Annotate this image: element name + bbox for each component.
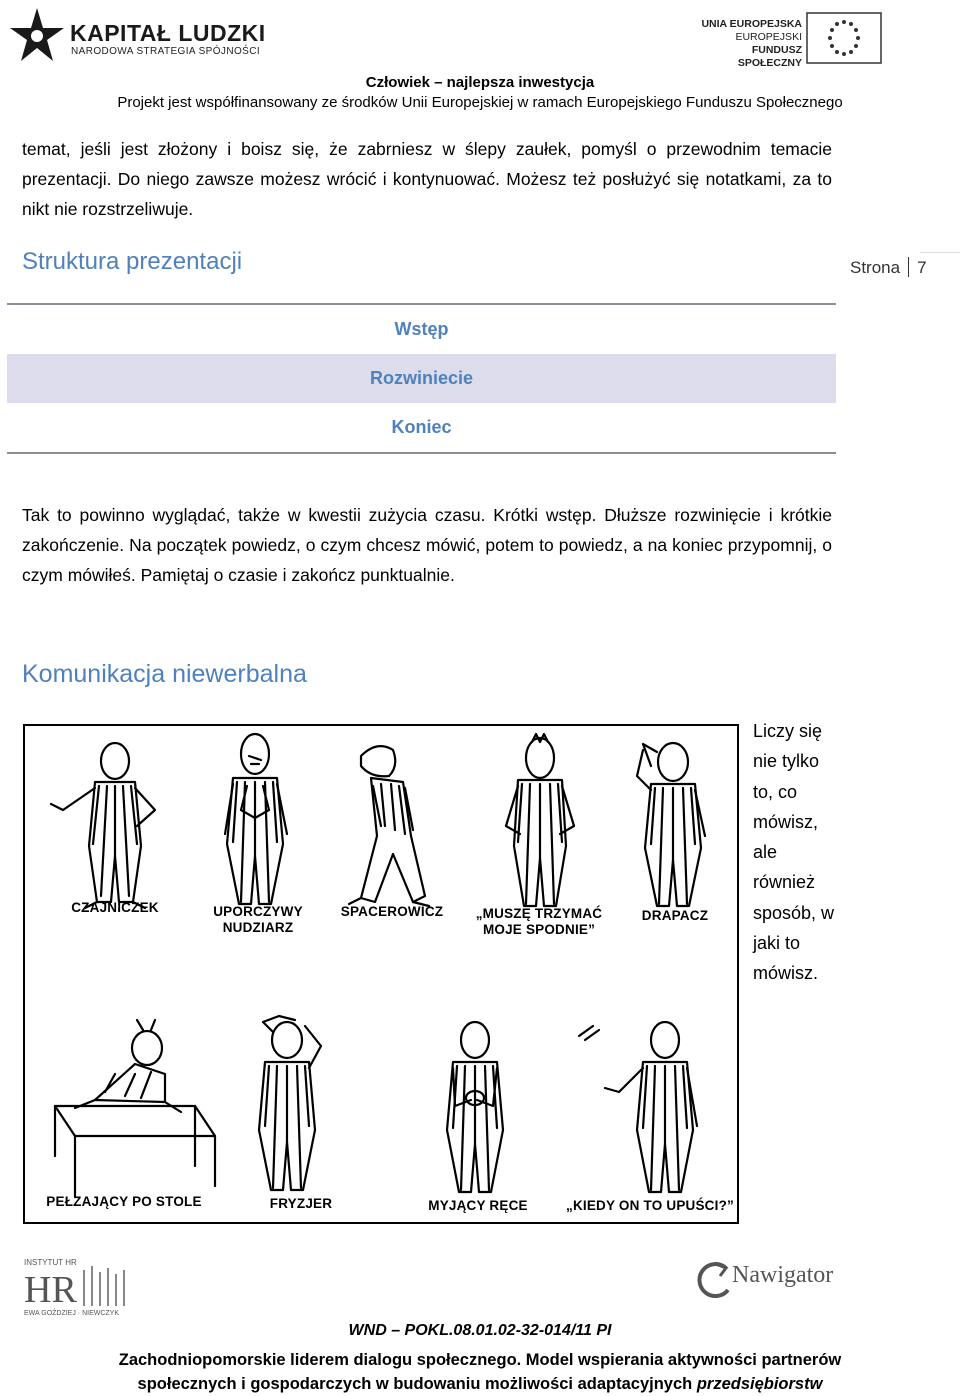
page-separator <box>908 257 909 277</box>
table-row-body: Rozwiniecie <box>7 354 836 403</box>
star-logo-icon <box>6 6 68 70</box>
page-number-rule <box>920 252 960 253</box>
caption-kiedy-upusci: „KIEDY ON TO UPUŚCI?” <box>566 1198 734 1213</box>
eu-line-2: EUROPEJSKI <box>735 31 802 43</box>
page-label: Strona <box>850 258 901 277</box>
page-number <box>850 257 927 278</box>
compass-icon <box>696 1260 732 1304</box>
caption-nudziarz: NUDZIARZ <box>222 920 294 935</box>
instytut-hr-logo <box>22 1258 132 1320</box>
hr-logo-sub: EWA GOŹDZIEJ · NIEWCZYK <box>24 1310 120 1317</box>
eu-flag-icon <box>806 12 882 64</box>
table-row-intro: Wstęp <box>394 319 449 339</box>
caption-fryzjer: FRYZJER <box>269 1196 333 1211</box>
caption-pelzajacy: PEŁZAJĄCY PO STOLE <box>46 1194 202 1209</box>
nawigator-logo <box>696 1258 834 1308</box>
caption-uporczywy: UPORCZYWY <box>213 904 303 919</box>
structure-paragraph: Tak to powinno wyglądać, także w kwestii zużycia czasu. Krótki wstęp. Dłuższe rozwinięcie i krótkie zakończenie. Na początek powiedz, o czym chcesz mówić, potem to powiedz, a na koniec przypomnij, o czym mówiłeś. Pamiętaj o czasie i zakończ punktualnie. <box>22 505 832 585</box>
hr-logo-text: INSTYTUT HR <box>24 1258 77 1267</box>
cartoon-panel <box>23 724 739 1224</box>
table-row-ending: Koniec <box>391 417 452 437</box>
section-title-nonverbal: Komunikacja niewerbalna <box>22 660 307 688</box>
kapital-ludzki-title: KAPITAŁ LUDZKI <box>70 20 266 46</box>
page-number-value: 7 <box>917 258 927 277</box>
caption-musze-trzymac: „MUSZĘ TRZYMAĆ <box>475 906 603 921</box>
eu-line-3: FUNDUSZ SPOŁECZNY <box>737 44 802 69</box>
section-title-structure: Struktura prezentacji <box>22 248 243 275</box>
kapital-ludzki-subtitle: NARODOWA STRATEGIA SPÓJNOŚCI <box>71 46 261 57</box>
svg-text:HR: HR <box>24 1269 77 1311</box>
project-statement: Projekt jest współfinansowany ze środków Unii Europejskiej w ramach Europejskiego Funduszu Społecznego <box>117 94 843 111</box>
side-note: Liczy się nie tylko to, co mówisz, ale również sposób, w jaki to mówisz. <box>753 721 835 984</box>
motto: Człowiek – najlepsza inwestycja <box>365 74 595 91</box>
footer-line-3 <box>0 1372 960 1396</box>
footer-project-title <box>0 1348 960 1396</box>
footer-line-2: Zachodniopomorskie liderem dialogu społecznego. Model wspierania aktywności partnerów <box>118 1351 842 1369</box>
structure-table <box>7 303 836 454</box>
eu-line-1: UNIA EUROPEJSKA <box>701 18 802 30</box>
caption-spacerowicz: SPACEROWICZ <box>340 904 444 919</box>
cartoon-figures-image <box>25 726 737 1222</box>
footer-code: WND – POKL.08.01.02-32-014/11 PI <box>348 1322 612 1339</box>
intro-paragraph: temat, jeśli jest złożony i boisz się, że zabrniesz w ślepy zaułek, pomyśl o przewodnim temacie prezentacji. Do niego zawsze możesz wrócić i kontynuować. Możesz też posłużyć się notatkami, za to nikt nie rozstrzeliwuje. <box>22 139 832 219</box>
eu-label <box>698 18 802 70</box>
table-bottom-rule <box>7 452 836 454</box>
footer-line-3-text: społecznych i gospodarczych w budowaniu możliwości adaptacyjnych <box>137 1375 697 1393</box>
caption-czajniczek: CZAJNICZEK <box>71 900 159 915</box>
nawigator-text: Nawigator <box>732 1262 834 1288</box>
caption-moje-spodnie: MOJE SPODNIE” <box>482 922 596 937</box>
footer-line-3-italic: przedsiębiorstw <box>696 1375 823 1393</box>
caption-myjacy-rece: MYJĄCY RĘCE <box>428 1198 528 1213</box>
caption-drapacz: DRAPACZ <box>641 908 709 923</box>
caption-uporczywy-nudziarz <box>203 904 313 936</box>
caption-spodnie <box>469 906 609 938</box>
